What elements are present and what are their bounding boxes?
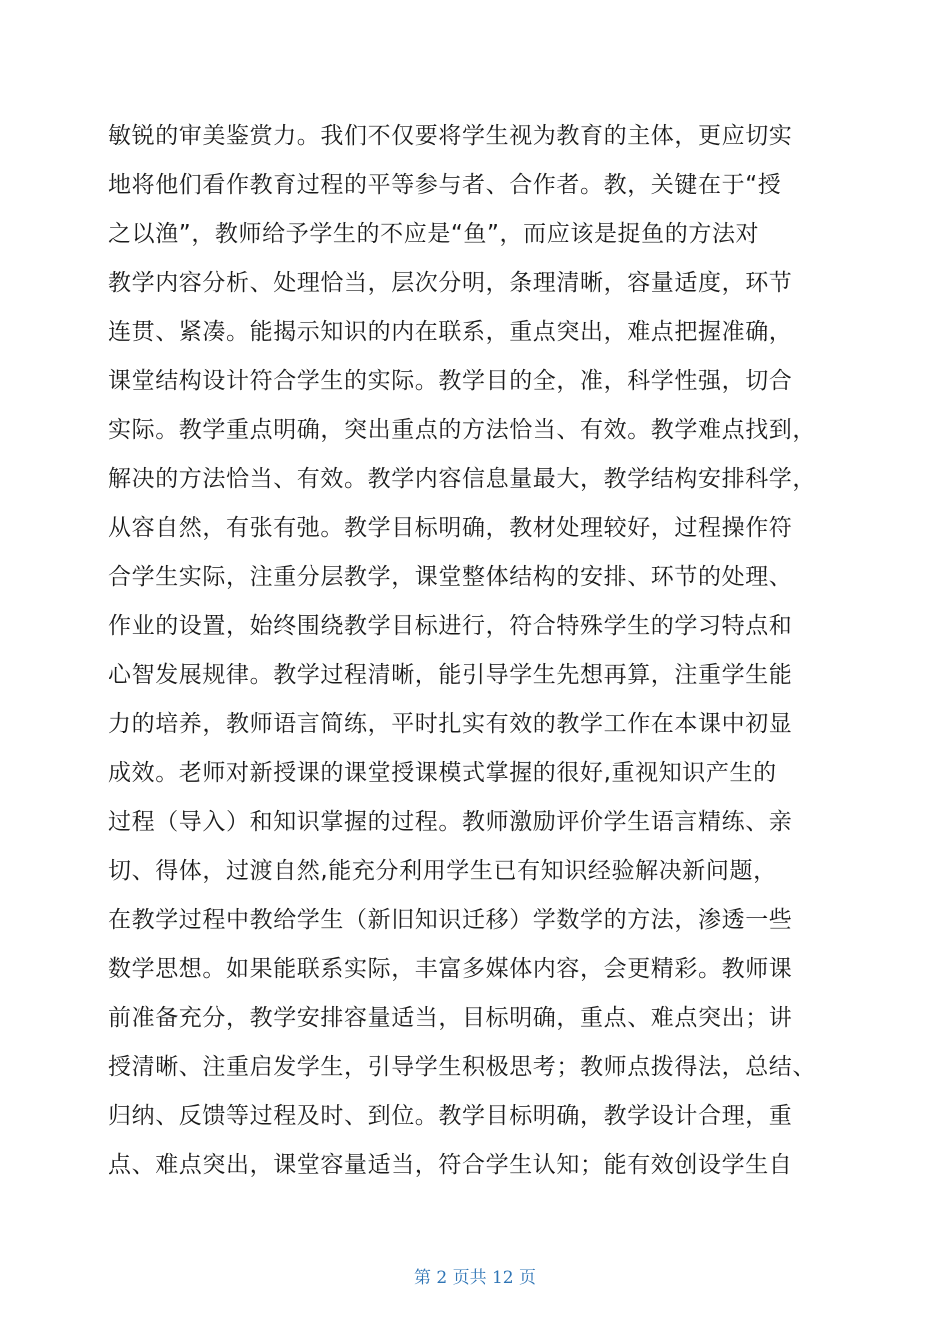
text-line: 数学思想。如果能联系实际，丰富多媒体内容，会更精彩。教师课 — [108, 956, 793, 982]
text-line: 地将他们看作教育过程的平等参与者、合作者。教，关键在于“授 — [108, 172, 782, 198]
text-line: 从容自然，有张有弛。教学目标明确，教材处理较好，过程操作符 — [108, 515, 793, 541]
text-line: 连贯、紧凑。能揭示知识的内在联系，重点突出，难点把握准确， — [108, 319, 793, 345]
text-line: 切、得体，过渡自然,能充分利用学生已有知识经验解决新问题， — [108, 858, 777, 884]
text-line: 归纳、反馈等过程及时、到位。教学目标明确，教学设计合理，重 — [108, 1103, 793, 1129]
text-line: 心智发展规律。教学过程清晰，能引导学生先想再算，注重学生能 — [108, 662, 793, 688]
text-line: 合学生实际，注重分层教学，课堂整体结构的安排、环节的处理、 — [108, 564, 793, 590]
text-line: 成效。老师对新授课的课堂授课模式掌握的很好,重视知识产生的 — [108, 760, 777, 786]
text-line: 敏锐的审美鉴赏力。我们不仅要将学生视为教育的主体，更应切实 — [108, 123, 793, 149]
text-line: 教学内容分析、处理恰当，层次分明，条理清晰，容量适度，环节 — [108, 270, 793, 296]
text-line: 力的培养，教师语言简练，平时扎实有效的教学工作在本课中初显 — [108, 711, 793, 737]
text-line: 解决的方法恰当、有效。教学内容信息量最大，教学结构安排科学， — [108, 466, 816, 492]
text-line: 实际。教学重点明确，突出重点的方法恰当、有效。教学难点找到， — [108, 417, 816, 443]
text-line: 过程（导入）和知识掌握的过程。教师激励评价学生语言精练、亲 — [108, 809, 793, 835]
text-line: 授清晰、注重启发学生，引导学生积极思考；教师点拨得法，总结、 — [108, 1054, 816, 1080]
page-number-footer: 第 2 页共 12 页 — [413, 1268, 537, 1288]
text-line: 作业的设置，始终围绕教学目标进行，符合特殊学生的学习特点和 — [108, 613, 793, 639]
text-line: 之以渔”，教师给予学生的不应是“鱼”，而应该是捉鱼的方法对 — [108, 221, 760, 247]
body-text — [108, 112, 848, 1190]
text-line: 点、难点突出，课堂容量适当，符合学生认知；能有效创设学生自 — [108, 1152, 793, 1178]
text-line: 前准备充分，教学安排容量适当，目标明确，重点、难点突出；讲 — [108, 1005, 793, 1031]
text-line: 课堂结构设计符合学生的实际。教学目的全，准，科学性强，切合 — [108, 368, 793, 394]
text-line: 在教学过程中教给学生（新旧知识迁移）学数学的方法，渗透一些 — [108, 907, 793, 933]
